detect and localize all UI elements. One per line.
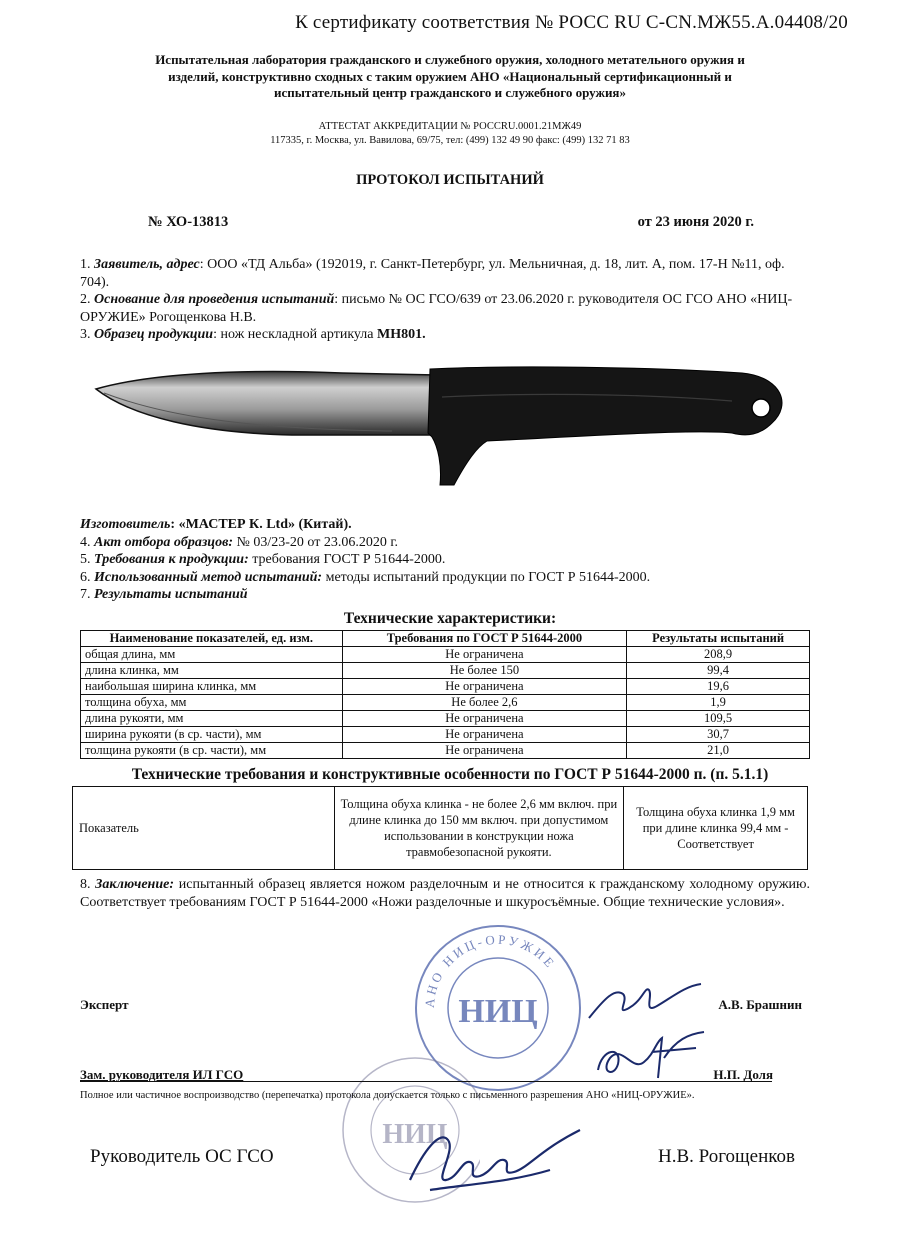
indicator-cell: Показатель: [73, 787, 335, 870]
table-cell: общая длина, мм: [81, 647, 343, 663]
item-value: : «МАСТЕР К. Ltd» (Китай).: [170, 517, 352, 532]
table-cell: ширина рукояти (в ср. части), мм: [81, 727, 343, 743]
item-label: Образец продукции: [94, 327, 214, 342]
table-cell: длина рукояти, мм: [81, 711, 343, 727]
table-row: [81, 679, 810, 695]
table-cell: 19,6: [627, 679, 810, 695]
table-cell: наибольшая ширина клинка, мм: [81, 679, 343, 695]
knife-image: [92, 355, 802, 505]
deputy-label: Зам. руководителя ИЛ ГСО: [80, 1067, 244, 1082]
column-header: Результаты испытаний: [627, 631, 810, 647]
table-cell: Не ограничена: [342, 743, 627, 759]
protocol-number: № ХО-13813: [148, 214, 229, 230]
item-basis: 2. Основание для проведения испытаний: письмо № ОС ГСО/639 от 23.06.2020 г. руководителя ОС ГСО АНО «НИЦ-ОРУЖИЕ» Рогощенкова Н.В.: [80, 292, 793, 325]
column-header: Наименование показателей, ед. изм.: [81, 631, 343, 647]
table-cell: 109,5: [627, 711, 810, 727]
tech-table: [80, 630, 810, 759]
table-header-row: [81, 631, 810, 647]
table-row: [81, 743, 810, 759]
expert-name: А.В. Брашнин: [718, 997, 802, 1012]
head-name: Н.В. Рогощенков: [657, 1146, 795, 1167]
item-act: 4. Акт отбора образцов: № 03/23-20 от 23.06.2020 г.: [80, 534, 398, 550]
column-header: Требования по ГОСТ Р 51644-2000: [342, 631, 627, 647]
stamp-center-text: НИЦ: [458, 993, 538, 1030]
knife-handle: [428, 367, 782, 485]
laboratory-name: [80, 52, 820, 102]
lab-address: 117335, г. Москва, ул. Вавилова, 69/75, тел: (499) 132 49 90 факс: (499) 132 71 83: [270, 135, 630, 146]
table-cell: 30,7: [627, 727, 810, 743]
table-cell: длина клинка, мм: [81, 663, 343, 679]
item-label: Требования к продукции:: [94, 552, 249, 567]
lab-line: изделий, конструктивно сходных с таким оружием АНО «Национальный сертификационный и: [168, 68, 732, 84]
conclusion-label: Заключение:: [95, 877, 174, 892]
lanyard-hole: [752, 399, 770, 417]
table-cell: Не ограничена: [342, 711, 627, 727]
item-label: Использованный метод испытаний:: [94, 569, 323, 585]
item-value: требования ГОСТ Р 51644-2000.: [248, 552, 446, 567]
accreditation-number: АТТЕСТАТ АККРЕДИТАЦИИ № РОССRU.0001.21МЖ49: [318, 121, 582, 132]
table-cell: 99,4: [627, 663, 810, 679]
expert-label: Эксперт: [80, 997, 129, 1012]
certificate-reference: К сертификату соответствия № РОСС RU C-CN.МЖ55.А.04408/20: [295, 12, 848, 33]
requirements-table: [72, 786, 808, 870]
table-cell: Не ограничена: [342, 679, 627, 695]
item-value: № 03/23-20 от 23.06.2020 г.: [232, 534, 398, 550]
table-row: [81, 663, 810, 679]
table-cell: Не ограничена: [342, 727, 627, 743]
item-results: 7. Результаты испытаний: [80, 587, 248, 602]
reproduction-note: Полное или частичное воспроизводство (перепечатка) протокола допускается только с письменного разрешения АНО «НИЦ-ОРУЖИЕ».: [80, 1090, 695, 1101]
head-label: Руководитель ОС ГСО: [90, 1146, 274, 1167]
table-cell: толщина рукояти (в ср. части), мм: [81, 743, 343, 759]
result-cell: Толщина обуха клинка 1,9 мм при длине клинка 99,4 мм - Соответствует: [624, 787, 808, 870]
tech-table-title: Технические характеристики:: [343, 610, 557, 627]
stamp-center-text: НИЦ: [382, 1119, 448, 1150]
conclusion-text: испытанный образец является ножом разделочным и не относится к гражданскому холодному оружию. Соответствует требованиям ГОСТ Р 51644-2000 «Ножи разделочные и шкуросъёмные. Общие технические условия».: [80, 877, 810, 910]
item-label: Изготовитель: [80, 517, 171, 532]
item-value: методы испытаний продукции по ГОСТ Р 51644-2000.: [322, 569, 651, 585]
protocol-date: от 23 июня 2020 г.: [637, 214, 754, 230]
item-label: Акт отбора образцов:: [94, 534, 233, 550]
deputy-name: Н.П. Доля: [713, 1067, 773, 1082]
requirement-cell: Толщина обуха клинка - не более 2,6 мм включ. при длине клинка до 150 мм включ. при допустимом использовании в конструкции ножа травмобезопасной рукояти.: [334, 787, 624, 870]
table-row: [73, 787, 808, 870]
table-row: [81, 727, 810, 743]
item-label: Результаты испытаний: [94, 587, 248, 602]
item-requirements: 5. Требования к продукции: требования ГОСТ Р 51644-2000.: [80, 552, 446, 567]
item-method: 6. Использованный метод испытаний: методы испытаний продукции по ГОСТ Р 51644-2000.: [80, 569, 651, 585]
item-value: : письмо № ОС ГСО/639 от 23.06.2020 г. руководителя ОС ГСО АНО «НИЦ-ОРУЖИЕ» Рогощенкова Н.В.: [80, 292, 793, 325]
table-row: [81, 711, 810, 727]
table-cell: Не ограничена: [342, 647, 627, 663]
conclusion: 8. Заключение: испытанный образец является ножом разделочным и не относится к гражданскому холодному оружию. Соответствует требованиям ГОСТ Р 51644-2000 «Ножи разделочные и шкуросъёмные. Общие технические условия».: [80, 877, 810, 910]
deputy-signature: [592, 1028, 712, 1083]
stamp-ring-text: АНО НИЦ-ОРУЖИЕ: [421, 931, 559, 1009]
expert-signature: [585, 978, 705, 1028]
item-applicant: 1. Заявитель, адрес: ООО «ТД Альба» (192019, г. Санкт-Петербург, ул. Мельничная, д. 18, лит. А, пом. 17-Н №11, оф. 704).: [80, 257, 785, 290]
item-label: Основание для проведения испытаний: [94, 292, 335, 307]
item-sample: 3. Образец продукции: нож нескладной артикула МН801.: [80, 327, 426, 342]
item-value: : нож нескладной артикула: [213, 327, 378, 342]
table-cell: толщина обуха, мм: [81, 695, 343, 711]
table-row: [81, 647, 810, 663]
protocol-items-middle: [80, 516, 816, 604]
requirements-title: Технические требования и конструктивные особенности по ГОСТ Р 51644-2000 п. (п. 5.1.1): [131, 766, 769, 783]
sample-article: МН801.: [377, 327, 426, 342]
signature-divider: [80, 1081, 772, 1082]
item-label: Заявитель, адрес: [94, 257, 200, 272]
lab-line: испытательный центр гражданского и служебного оружия»: [274, 85, 626, 100]
lab-line: Испытательная лаборатория гражданского и служебного оружия, холодного метательного оружия и: [155, 52, 745, 67]
protocol-items-top: [80, 256, 816, 344]
head-signature: [400, 1110, 590, 1200]
table-row: [81, 695, 810, 711]
item-value: : ООО «ТД Альба» (192019, г. Санкт-Петербург, ул. Мельничная, д. 18, лит. А, пом. 17-Н №11, оф. 704).: [80, 257, 785, 290]
table-cell: Не более 2,6: [342, 695, 627, 711]
table-cell: 1,9: [627, 695, 810, 711]
table-cell: Не более 150: [342, 663, 627, 679]
table-cell: 208,9: [627, 647, 810, 663]
protocol-title: ПРОТОКОЛ ИСПЫТАНИЙ: [356, 172, 544, 188]
item-maker: [80, 516, 816, 534]
accreditation-block: [80, 120, 820, 148]
table-cell: 21,0: [627, 743, 810, 759]
